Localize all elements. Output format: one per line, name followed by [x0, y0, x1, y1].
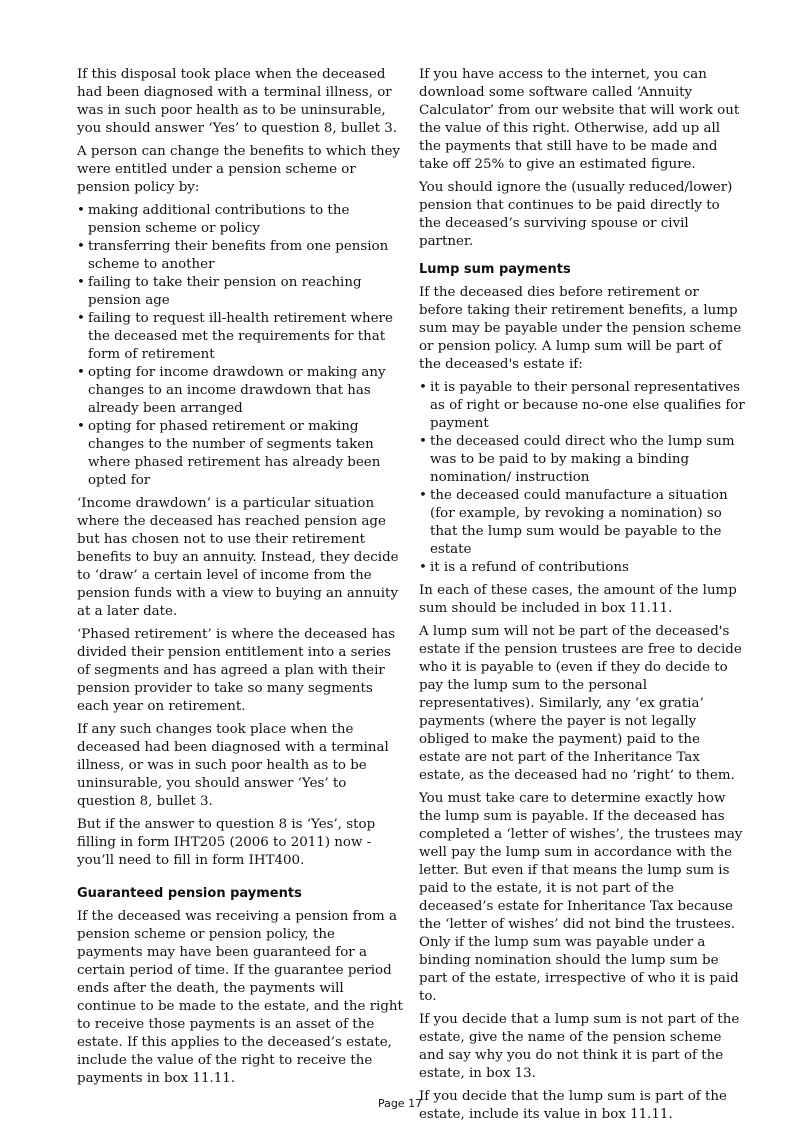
paragraph: A person can change the benefits to which they were entitled under a pension scheme or pension policy by:: [77, 144, 401, 195]
section-heading-lump-sum: Lump sum payments: [419, 262, 571, 277]
right-column: [419, 66, 745, 1129]
paragraph: ‘Income drawdown’ is a particular situation where the deceased has reached pension age but has chosen not to use their retirement benefits to buy an annuity. Instead, they decide to ‘draw’ a certain level of income from the pension funds with a view to buying an annuity at a later date.: [77, 496, 399, 619]
paragraph: If the deceased was receiving a pension from a pension scheme or pension policy, the payments may have been guaranteed for a certain period of time. If the guarantee period ends after the death, the payments will continue to be made to the estate, and the right to receive those payments is an asset of the estate. If this applies to the deceased’s estate, include the value of the right to receive the payments in box 11.11.: [77, 909, 403, 1086]
paragraph: If any such changes took place when the deceased had been diagnosed with a terminal illness, or was in such poor health as to be uninsurable, you should answer ‘Yes’ to question 8, bullet 3.: [77, 722, 389, 809]
paragraph: A lump sum will not be part of the deceased's estate if the pension trustees are free to decide who it is payable to (even if they do decide to pay the lump sum to the personal representatives). Similarly, any ‘ex gratia’ payments (where the payer is not legally obliged to make the payment) paid to the estate are not part of the Inheritance Tax estate, as the deceased had no ‘right’ to them.: [419, 624, 742, 783]
paragraph: In each of these cases, the amount of the lump sum should be included in box 11.11.: [419, 583, 737, 616]
list-item: • opting for phased retirement or making changes to the number of segments taken where phased retirement has already been opted for: [77, 418, 403, 490]
list-item: • the deceased could manufacture a situation (for example, by revoking a nomination) so that the lump sum would be payable to the estate: [419, 487, 745, 559]
list-item: • the deceased could direct who the lump sum was to be paid to by making a binding nomination/ instruction: [419, 433, 745, 487]
list-item: • making additional contributions to the pension scheme or policy: [77, 202, 403, 238]
list-item: • failing to request ill-health retirement where the deceased met the requirements for that form of retirement: [77, 310, 403, 364]
paragraph: You must take care to determine exactly how the lump sum is payable. If the deceased has completed a ‘letter of wishes’, the trustees may well pay the lump sum in accordance with the letter. But even if that means the lump sum is paid to the estate, it is not part of the deceased’s estate for Inheritance Tax because the ‘letter of wishes’ did not bind the trustees. Only if the lump sum was payable under a binding nomination should the lump sum be part of the estate, irrespective of who it is paid to.: [419, 791, 743, 1004]
left-column: [77, 66, 403, 1093]
list-item: • transferring their benefits from one pension scheme to another: [77, 238, 403, 274]
paragraph: ‘Phased retirement’ is where the deceased has divided their pension entitlement into a series of segments and has agreed a plan with their pension provider to take so many segments each year on retirement.: [77, 627, 396, 714]
list-item: • opting for income drawdown or making any changes to an income drawdown that has already been arranged: [77, 364, 403, 418]
paragraph: If this disposal took place when the deceased had been diagnosed with a terminal illness, or was in such poor health as to be uninsurable, you should answer ‘Yes’ to question 8, bullet 3.: [77, 67, 397, 136]
section-heading-guaranteed-pension: Guaranteed pension payments: [77, 886, 302, 901]
list-item: • it is a refund of contributions: [419, 559, 745, 577]
paragraph: If you decide that a lump sum is not part of the estate, give the name of the pension scheme and say why you do not think it is part of the estate, in box 13.: [419, 1012, 740, 1081]
paragraph: You should ignore the (usually reduced/lower) pension that continues to be paid directly to the deceased’s surviving spouse or civil partner.: [419, 180, 733, 249]
paragraph: If the deceased dies before retirement or before taking their retirement benefits, a lump sum may be payable under the pension scheme or pension policy. A lump sum will be part of the deceased's estate if:: [419, 285, 742, 372]
bullet-list: [419, 379, 745, 577]
list-item: • failing to take their pension on reaching pension age: [77, 274, 403, 310]
bullet-list: [77, 202, 403, 490]
list-item: • it is payable to their personal representatives as of right or because no-one else qualifies for payment: [419, 379, 745, 433]
paragraph: If you have access to the internet, you can download some software called ‘Annuity Calculator’ from our website that will work out the value of this right. Otherwise, add up all the payments that still have to be made and take off 25% to give an estimated figure.: [419, 67, 740, 172]
page-number: Page 17: [377, 1097, 423, 1110]
paragraph: But if the answer to question 8 is ‘Yes’, stop filling in form IHT205 (2006 to 2011) now - you’ll need to fill in form IHT400.: [77, 817, 376, 868]
paragraph: If you decide that the lump sum is part of the estate, include its value in box 11.11.: [419, 1089, 727, 1122]
